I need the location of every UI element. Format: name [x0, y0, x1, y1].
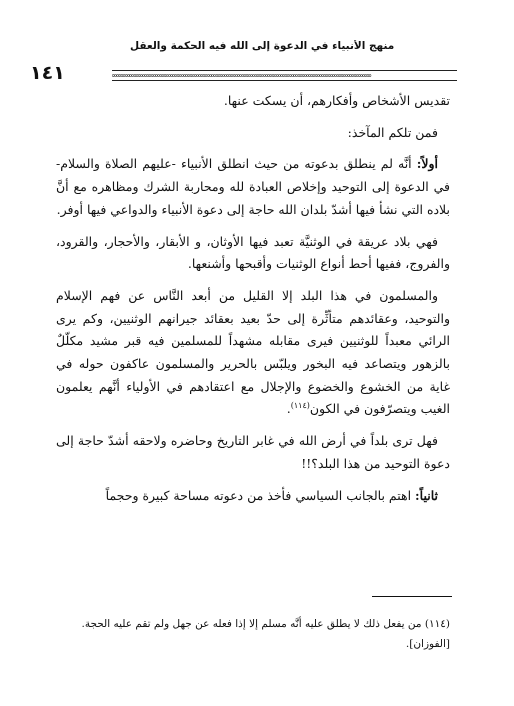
- footnote: [56, 614, 450, 654]
- paragraph-5: [56, 285, 450, 421]
- point-two-text: اهتم بالجانب السياسي فأخذ من دعوته مساحة كبيرة وحجماً: [105, 487, 416, 503]
- footnote-reference[interactable]: (١١٤): [290, 401, 310, 411]
- paragraph-5-end: .: [286, 401, 291, 417]
- running-header-title: منهج الأنبياء في الدعوة إلى الله فيه الحكمة والعقل: [130, 40, 395, 52]
- paragraph-6: فهل ترى بلداً في أرض الله في غابر التاريخ وحاضره ولاحقه أشدّ حاجة إلى دعوة التوحيد من هذا البلد؟!!: [56, 433, 450, 471]
- point-one-text: أنَّه لم ينطلق بدعوته من حيث انطلق الأنبياء -عليهم الصلاة والسلام- في الدعوة إلى التوحيد وإخلاص العبادة لله ومحاربة الشرك ومظاهره مع أنَّ بلاده التي نشأ فيها أشدّ بلدان الله حاجة إلى دعوة الأنبياء والدواعي فيها أوفر.: [56, 156, 450, 217]
- paragraph-7: [56, 485, 450, 508]
- paragraph-4: فهي بلاد عريقة في الوثنيَّة تعبد فيها الأوثان، و الأبقار، والأحجار، والقرود، والفروج، ففيها أحط أنواع الوثنيات وأقبحها وأشنعها.: [56, 233, 450, 272]
- footnote-line-1: (١١٤) من يفعل ذلك لا يطلق عليه أنَّه مسلم إلا إذا فعله عن جهل ولم تقم عليه الحجة.: [81, 618, 450, 630]
- footnote-separator: [372, 596, 452, 597]
- paragraph-2: فمن تلكم المآخذ:: [347, 124, 438, 140]
- paragraph-3: [56, 153, 450, 221]
- main-text: [56, 90, 450, 507]
- header-ornament-border: ∞∞∞∞∞∞∞∞∞∞∞∞∞∞∞∞∞∞∞∞∞∞∞∞∞∞∞∞∞∞∞∞∞∞∞∞∞∞∞∞∞∞∞∞∞∞∞∞∞∞∞∞∞∞∞∞∞∞∞∞: [112, 70, 457, 81]
- footnote-line-2: [الفوزان].: [405, 638, 450, 650]
- page-number: ١٤١: [30, 62, 65, 84]
- paragraph-5-text: والمسلمون في هذا البلد إلا القليل من أبعد النَّاس عن فهم الإسلام والتوحيد، وعقائدهم متأثِّرة إلى حدّ بعيد بعقائد جيرانهم الوثنيين، وكم يرى الرائي معبداً للوثنيين فيرى مقابله مشهداً للمسلمين فيه قبر مشيد مكلّلٌ بالزهور ويتصاعد فيه البخور ويلبّس بالحرير والمسلمون عاكفون حوله في غاية من الخشوع والخضوع والإجلال مع اعتقادهم في الأولياء أنَّهم يعلمون الغيب ويتصرّفون في الكون: [56, 287, 450, 417]
- point-two-label: ثانياً:: [415, 487, 438, 503]
- paragraph-1: تقديس الأشخاص وأفكارهم، أن يسكت عنها.: [223, 93, 450, 108]
- point-one-label: أولاً:: [416, 156, 438, 172]
